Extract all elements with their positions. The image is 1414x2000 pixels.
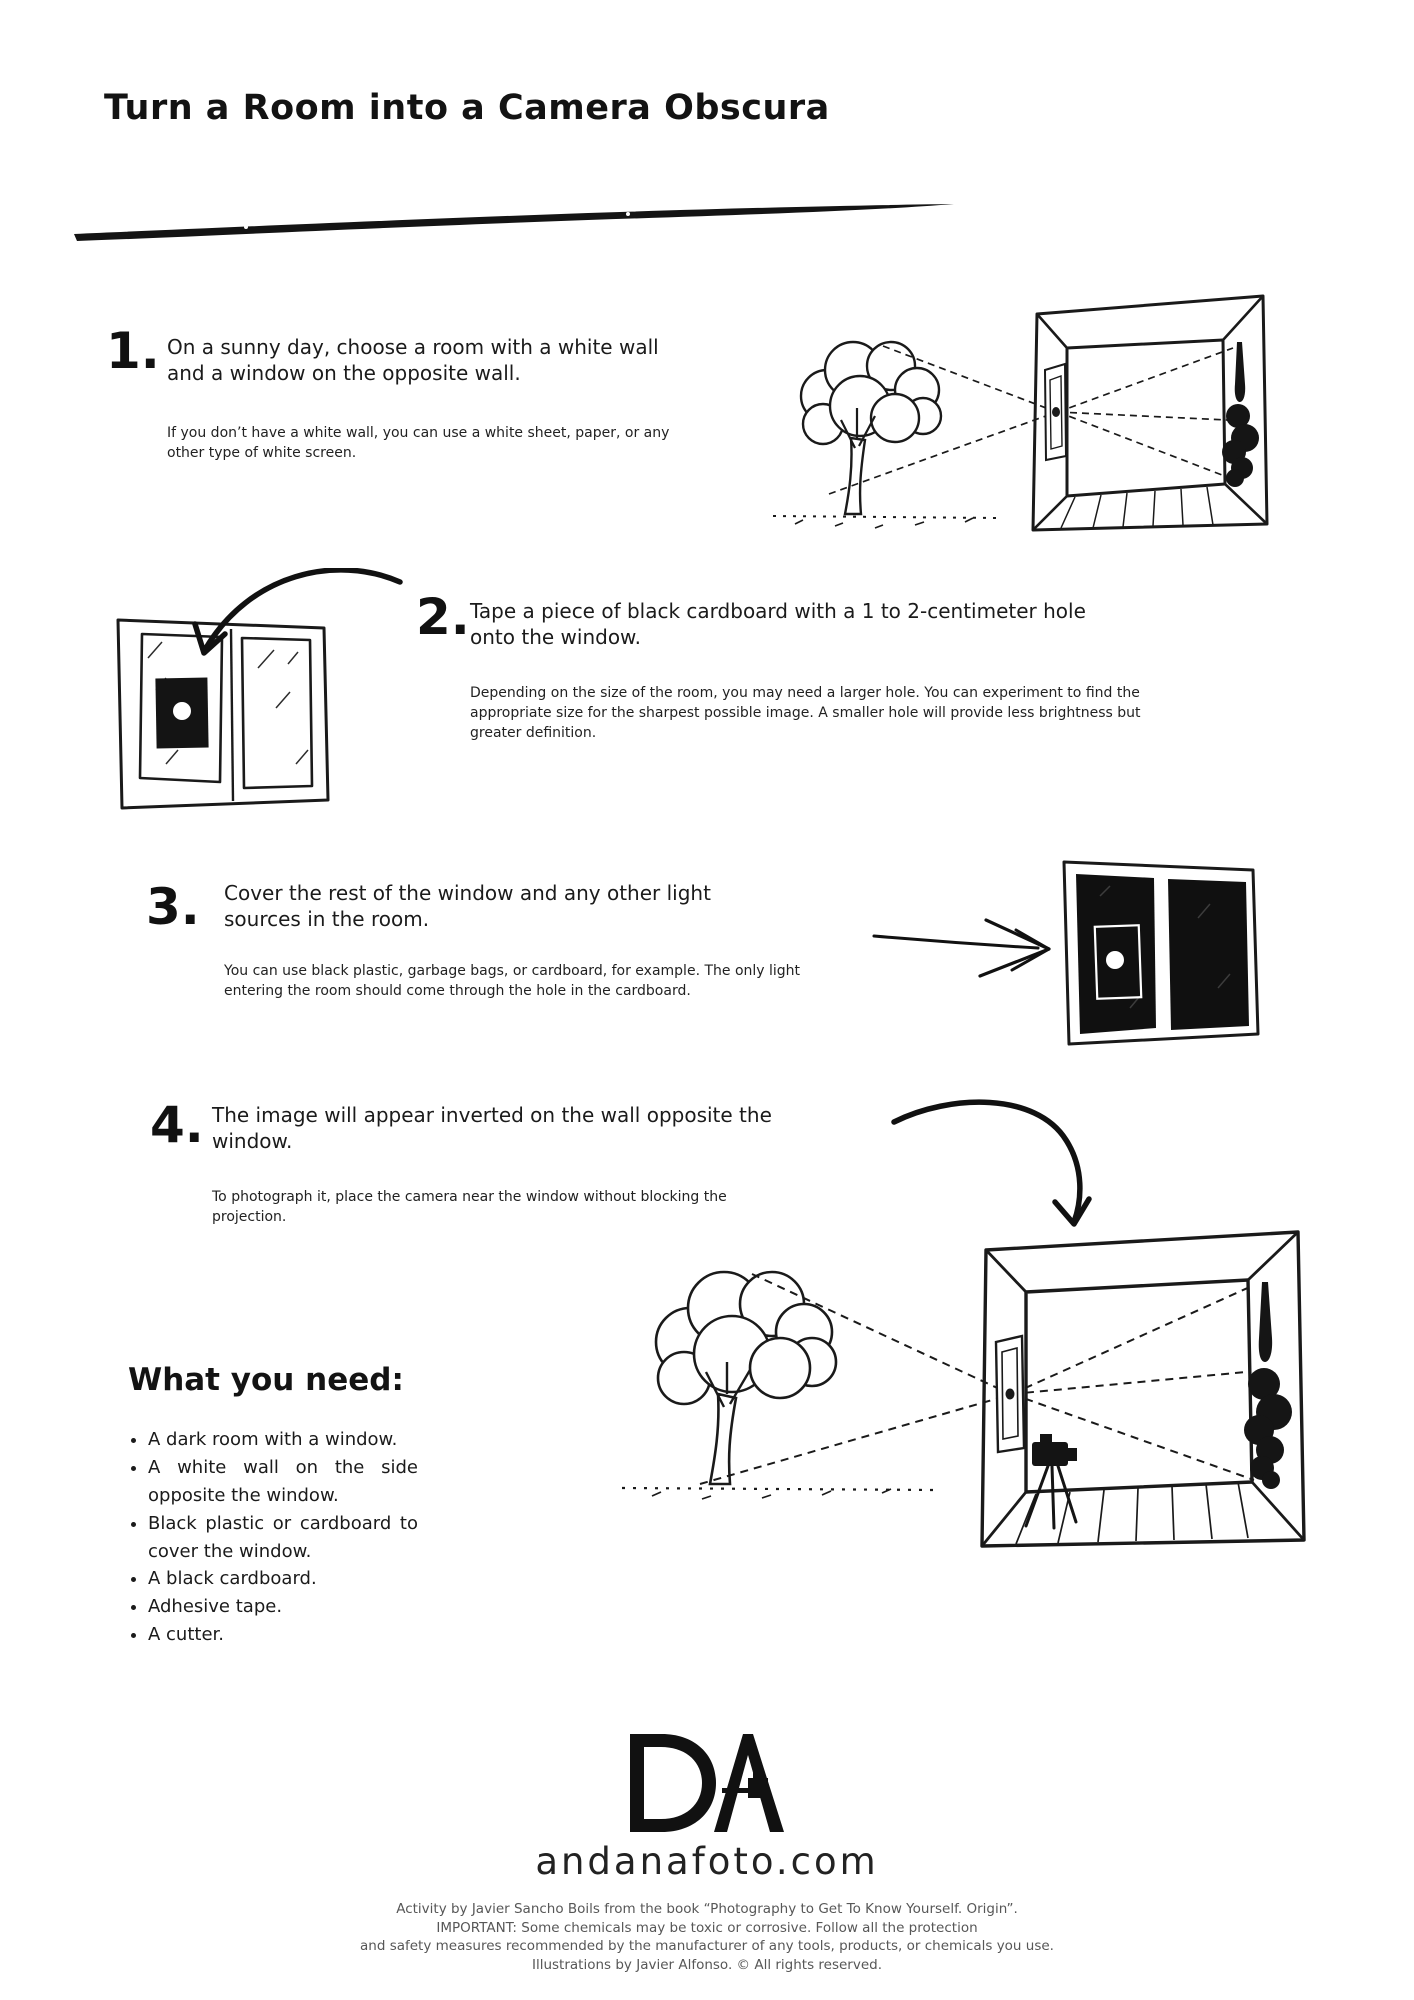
brush-underline xyxy=(68,196,963,244)
website-url: andanafoto.com xyxy=(535,1840,879,1883)
step-3-number: 3. xyxy=(146,878,200,936)
credits-block xyxy=(0,1900,1414,1975)
list-item: • Black plastic or cardboard to cover the window. xyxy=(148,1510,418,1566)
credit-line: and safety measures recommended by the manufacturer of any tools, products, or chemicals you use. xyxy=(360,1938,1054,1955)
credit-line: Activity by Javier Sancho Boils from the book “Photography to Get To Know Yourself. Origin”. xyxy=(396,1901,1018,1917)
step-3-note: You can use black plastic, garbage bags, or cardboard, for example. The only light entering the room should come through the hole in the cardboard. xyxy=(224,963,801,999)
step-1-heading: On a sunny day, choose a room with a white wall and a window on the opposite wall. xyxy=(167,335,659,386)
straight-arrow-icon xyxy=(874,920,1049,976)
da-logo xyxy=(622,1728,792,1838)
window-with-cardboard-illustration xyxy=(108,568,443,823)
camera-obscura-with-camera-illustration xyxy=(612,1222,1312,1570)
credit-line: IMPORTANT: Some chemicals may be toxic or corrosive. Follow all the protection xyxy=(436,1919,978,1936)
step-4-note: To photograph it, place the camera near the window without blocking the projection. xyxy=(212,1189,727,1225)
list-item: • A dark room with a window. xyxy=(148,1426,418,1454)
page-title: Turn a Room into a Camera Obscura xyxy=(104,88,830,128)
step-2-note: Depending on the size of the room, you may need a larger hole. You can experiment to find the appropriate size for the sharpest possible image. A smaller hole will provide less brightness but greater definition. xyxy=(470,685,1141,741)
list-item: • A white wall on the side opposite the window. xyxy=(148,1454,418,1510)
list-item: • A cutter. xyxy=(148,1621,418,1649)
credit-line: Illustrations by Javier Alfonso. © All rights reserved. xyxy=(531,1956,883,1973)
requirements-heading: What you need: xyxy=(128,1362,404,1398)
covered-window-illustration xyxy=(868,848,1283,1063)
step-1-note: If you don’t have a white wall, you can use a white sheet, paper, or any other type of white screen. xyxy=(167,425,670,461)
step-4-heading: The image will appear inverted on the wall opposite the window. xyxy=(212,1103,772,1154)
step-1-number: 1. xyxy=(106,322,160,380)
pinhole xyxy=(1106,951,1124,969)
step-2-heading: Tape a piece of black cardboard with a 1 to 2-centimeter hole onto the window. xyxy=(470,599,1086,650)
step-2-number: 2. xyxy=(416,588,470,646)
requirements-list xyxy=(112,1426,418,1649)
list-item: • A black cardboard. xyxy=(148,1565,418,1593)
pinhole xyxy=(173,702,191,720)
camera-obscura-room-illustration xyxy=(765,288,1295,553)
step-3-heading: Cover the rest of the window and any other light sources in the room. xyxy=(224,881,711,932)
list-item: • Adhesive tape. xyxy=(148,1593,418,1621)
step-4-number: 4. xyxy=(150,1096,204,1154)
